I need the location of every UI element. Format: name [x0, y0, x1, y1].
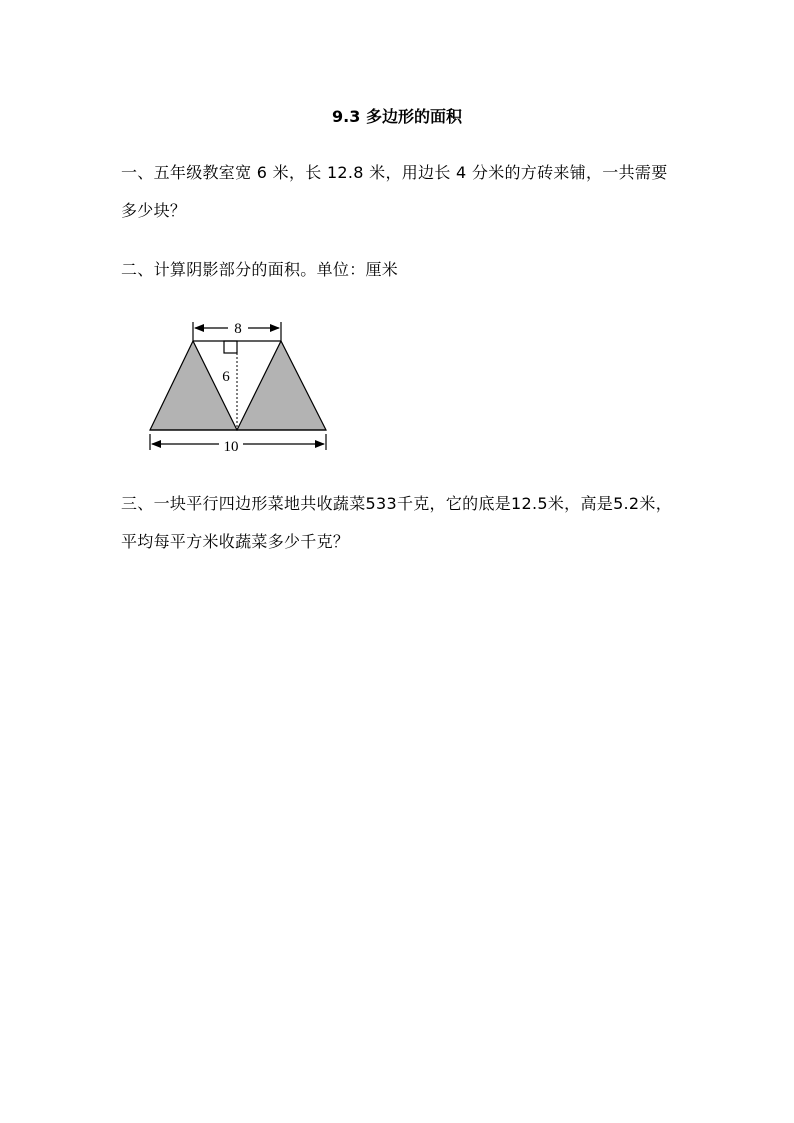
question-3: 三、一块平行四边形菜地共收蔬菜533千克，它的底是12.5米，高是5.2米，平均每平方米收蔬菜多少千克？ — [121, 494, 673, 551]
bottom-arrowhead-left — [151, 440, 161, 448]
question-1: 一、五年级教室宽 6 米，长 12.8 米，用边长 4 分米的方砖来铺，一共需要多少块？ — [121, 163, 668, 220]
left-shaded-triangle — [150, 341, 237, 430]
bottom-length-label: 10 — [223, 439, 239, 455]
top-arrowhead-left — [194, 324, 204, 332]
right-shaded-triangle — [237, 341, 326, 430]
bottom-arrowhead-right — [315, 440, 325, 448]
height-label: 6 — [222, 369, 230, 385]
top-arrowhead-right — [270, 324, 280, 332]
top-length-label: 8 — [234, 321, 242, 337]
right-angle-marker — [224, 341, 237, 353]
question-2: 二、计算阴影部分的面积。单位：厘米 — [121, 260, 399, 279]
page-title: 9.3 多边形的面积 — [332, 107, 462, 126]
shaded-area-figure — [140, 312, 340, 457]
